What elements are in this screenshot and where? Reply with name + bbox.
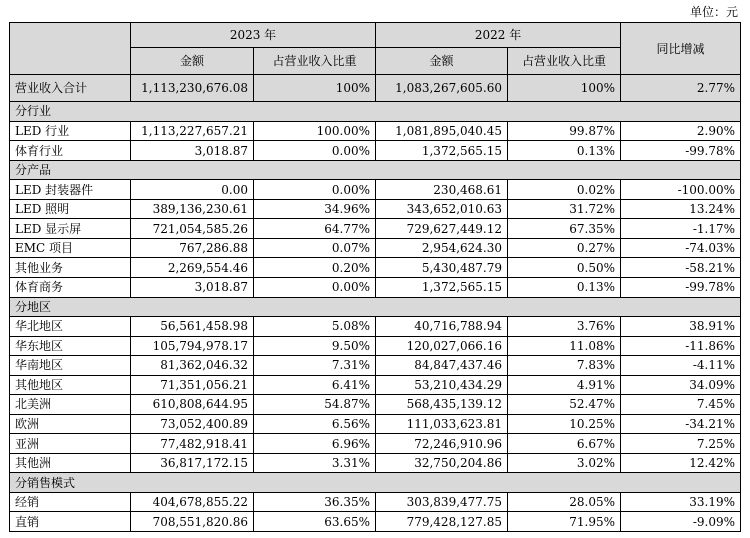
ratio-2023: 7.31%: [254, 356, 376, 376]
ratio-2023: 5.08%: [254, 317, 376, 337]
header-amount-2022: 金额: [376, 47, 508, 74]
header-ratio-2023: 占营业收入比重: [254, 47, 376, 74]
yoy-change: -99.78%: [621, 141, 741, 161]
table-row: [10, 512, 741, 532]
table-row: [10, 238, 741, 258]
header-row-years: [10, 23, 741, 48]
header-year-2022: 2022 年: [376, 23, 621, 48]
row-label: 经销: [10, 492, 131, 512]
ratio-2023: 6.41%: [254, 375, 376, 395]
amount-2022: 84,847,437.46: [376, 356, 508, 376]
header-blank: [10, 23, 131, 75]
table-row: [10, 199, 741, 219]
row-label: 北美洲: [10, 395, 131, 415]
amount-2023: 73,052,400.89: [131, 414, 254, 434]
yoy-change: -4.11%: [621, 356, 741, 376]
yoy-change: 33.19%: [621, 492, 741, 512]
ratio-2022: 67.35%: [508, 219, 621, 239]
table-row: [10, 141, 741, 161]
total-row: [10, 75, 741, 102]
ratio-2022: 3.76%: [508, 317, 621, 337]
amount-2023: 105,794,978.17: [131, 336, 254, 356]
ratio-2022: 28.05%: [508, 492, 621, 512]
row-label: 直销: [10, 512, 131, 532]
amount-2022: 1,372,565.15: [376, 277, 508, 297]
amount-2022: 568,435,139.12: [376, 395, 508, 415]
table-row: [10, 317, 741, 337]
row-label: 其他业务: [10, 258, 131, 278]
revenue-table: [9, 22, 741, 532]
amount-2022: 1,372,565.15: [376, 141, 508, 161]
amount-2022: 32,750,204.86: [376, 453, 508, 473]
ratio-2022: 52.47%: [508, 395, 621, 415]
table-row: [10, 356, 741, 376]
ratio-2023: 34.96%: [254, 199, 376, 219]
table-row: [10, 395, 741, 415]
row-label: LED 行业: [10, 121, 131, 141]
section-title: 分地区: [10, 297, 741, 317]
ratio-2022: 10.25%: [508, 414, 621, 434]
section-row: [10, 160, 741, 180]
row-label: 华北地区: [10, 317, 131, 337]
row-label: 华东地区: [10, 336, 131, 356]
total-amount-2022: 1,083,267,605.60: [376, 75, 508, 102]
row-label: LED 显示屏: [10, 219, 131, 239]
total-label: 营业收入合计: [10, 75, 131, 102]
amount-2023: 708,551,820.86: [131, 512, 254, 532]
yoy-change: 7.25%: [621, 434, 741, 454]
ratio-2022: 0.02%: [508, 180, 621, 200]
total-ratio-2022: 100%: [508, 75, 621, 102]
amount-2022: 303,839,477.75: [376, 492, 508, 512]
amount-2022: 72,246,910.96: [376, 434, 508, 454]
ratio-2022: 6.67%: [508, 434, 621, 454]
amount-2023: 721,054,585.26: [131, 219, 254, 239]
table-row: [10, 492, 741, 512]
amount-2022: 729,627,449.12: [376, 219, 508, 239]
ratio-2022: 31.72%: [508, 199, 621, 219]
amount-2023: 71,351,056.21: [131, 375, 254, 395]
ratio-2023: 36.35%: [254, 492, 376, 512]
amount-2023: 3,018.87: [131, 141, 254, 161]
ratio-2022: 7.83%: [508, 356, 621, 376]
amount-2022: 111,033,623.81: [376, 414, 508, 434]
ratio-2022: 0.13%: [508, 277, 621, 297]
ratio-2022: 99.87%: [508, 121, 621, 141]
amount-2023: 389,136,230.61: [131, 199, 254, 219]
section-title: 分销售模式: [10, 473, 741, 493]
row-label: LED 照明: [10, 199, 131, 219]
table-row: [10, 258, 741, 278]
yoy-change: -34.21%: [621, 414, 741, 434]
yoy-change: 34.09%: [621, 375, 741, 395]
amount-2023: 610,808,644.95: [131, 395, 254, 415]
yoy-change: -58.21%: [621, 258, 741, 278]
row-label: LED 封装器件: [10, 180, 131, 200]
amount-2023: 77,482,918.41: [131, 434, 254, 454]
yoy-change: 2.90%: [621, 121, 741, 141]
ratio-2022: 71.95%: [508, 512, 621, 532]
ratio-2023: 0.00%: [254, 141, 376, 161]
section-row: [10, 102, 741, 122]
ratio-2023: 54.87%: [254, 395, 376, 415]
total-amount-2023: 1,113,230,676.08: [131, 75, 254, 102]
row-label: 华南地区: [10, 356, 131, 376]
table-row: [10, 121, 741, 141]
amount-2022: 5,430,487.79: [376, 258, 508, 278]
yoy-change: 7.45%: [621, 395, 741, 415]
amount-2023: 56,561,458.98: [131, 317, 254, 337]
section-title: 分行业: [10, 102, 741, 122]
yoy-change: -99.78%: [621, 277, 741, 297]
ratio-2022: 11.08%: [508, 336, 621, 356]
header-yoy: 同比增减: [621, 23, 741, 75]
header-year-2023: 2023 年: [131, 23, 376, 48]
ratio-2023: 0.00%: [254, 180, 376, 200]
amount-2023: 767,286.88: [131, 238, 254, 258]
amount-2023: 36,817,172.15: [131, 453, 254, 473]
total-ratio-2023: 100%: [254, 75, 376, 102]
ratio-2023: 64.77%: [254, 219, 376, 239]
yoy-change: 12.42%: [621, 453, 741, 473]
unit-label: 单位：元: [689, 5, 738, 19]
amount-2022: 53,210,434.29: [376, 375, 508, 395]
amount-2022: 2,954,624.30: [376, 238, 508, 258]
amount-2022: 779,428,127.85: [376, 512, 508, 532]
amount-2023: 81,362,046.32: [131, 356, 254, 376]
row-label: EMC 项目: [10, 238, 131, 258]
ratio-2023: 0.20%: [254, 258, 376, 278]
yoy-change: -9.09%: [621, 512, 741, 532]
yoy-change: -100.00%: [621, 180, 741, 200]
ratio-2023: 9.50%: [254, 336, 376, 356]
yoy-change: 13.24%: [621, 199, 741, 219]
amount-2022: 1,081,895,040.45: [376, 121, 508, 141]
amount-2022: 343,652,010.63: [376, 199, 508, 219]
amount-2023: 404,678,855.22: [131, 492, 254, 512]
amount-2023: 1,113,227,657.21: [131, 121, 254, 141]
row-label: 体育商务: [10, 277, 131, 297]
row-label: 亚洲: [10, 434, 131, 454]
ratio-2022: 3.02%: [508, 453, 621, 473]
table-row: [10, 277, 741, 297]
table-row: [10, 336, 741, 356]
yoy-change: -11.86%: [621, 336, 741, 356]
table-row: [10, 180, 741, 200]
yoy-change: 38.91%: [621, 317, 741, 337]
ratio-2022: 0.27%: [508, 238, 621, 258]
amount-2023: 3,018.87: [131, 277, 254, 297]
ratio-2023: 6.56%: [254, 414, 376, 434]
yoy-change: -74.03%: [621, 238, 741, 258]
header-ratio-2022: 占营业收入比重: [508, 47, 621, 74]
ratio-2022: 0.13%: [508, 141, 621, 161]
ratio-2022: 4.91%: [508, 375, 621, 395]
ratio-2023: 0.00%: [254, 277, 376, 297]
section-row: [10, 473, 741, 493]
row-label: 其他洲: [10, 453, 131, 473]
table-row: [10, 414, 741, 434]
table-row: [10, 453, 741, 473]
section-title: 分产品: [10, 160, 741, 180]
table-row: [10, 434, 741, 454]
ratio-2023: 0.07%: [254, 238, 376, 258]
table-body: [10, 23, 741, 532]
ratio-2023: 6.96%: [254, 434, 376, 454]
row-label: 欧洲: [10, 414, 131, 434]
header-amount-2023: 金额: [131, 47, 254, 74]
amount-2022: 120,027,066.16: [376, 336, 508, 356]
amount-2022: 40,716,788.94: [376, 317, 508, 337]
ratio-2023: 100.00%: [254, 121, 376, 141]
ratio-2023: 63.65%: [254, 512, 376, 532]
ratio-2023: 3.31%: [254, 453, 376, 473]
section-row: [10, 297, 741, 317]
row-label: 其他地区: [10, 375, 131, 395]
table-row: [10, 375, 741, 395]
amount-2023: 2,269,554.46: [131, 258, 254, 278]
yoy-change: -1.17%: [621, 219, 741, 239]
amount-2023: 0.00: [131, 180, 254, 200]
ratio-2022: 0.50%: [508, 258, 621, 278]
row-label: 体育行业: [10, 141, 131, 161]
amount-2022: 230,468.61: [376, 180, 508, 200]
total-yoy: 2.77%: [621, 75, 741, 102]
table-row: [10, 219, 741, 239]
